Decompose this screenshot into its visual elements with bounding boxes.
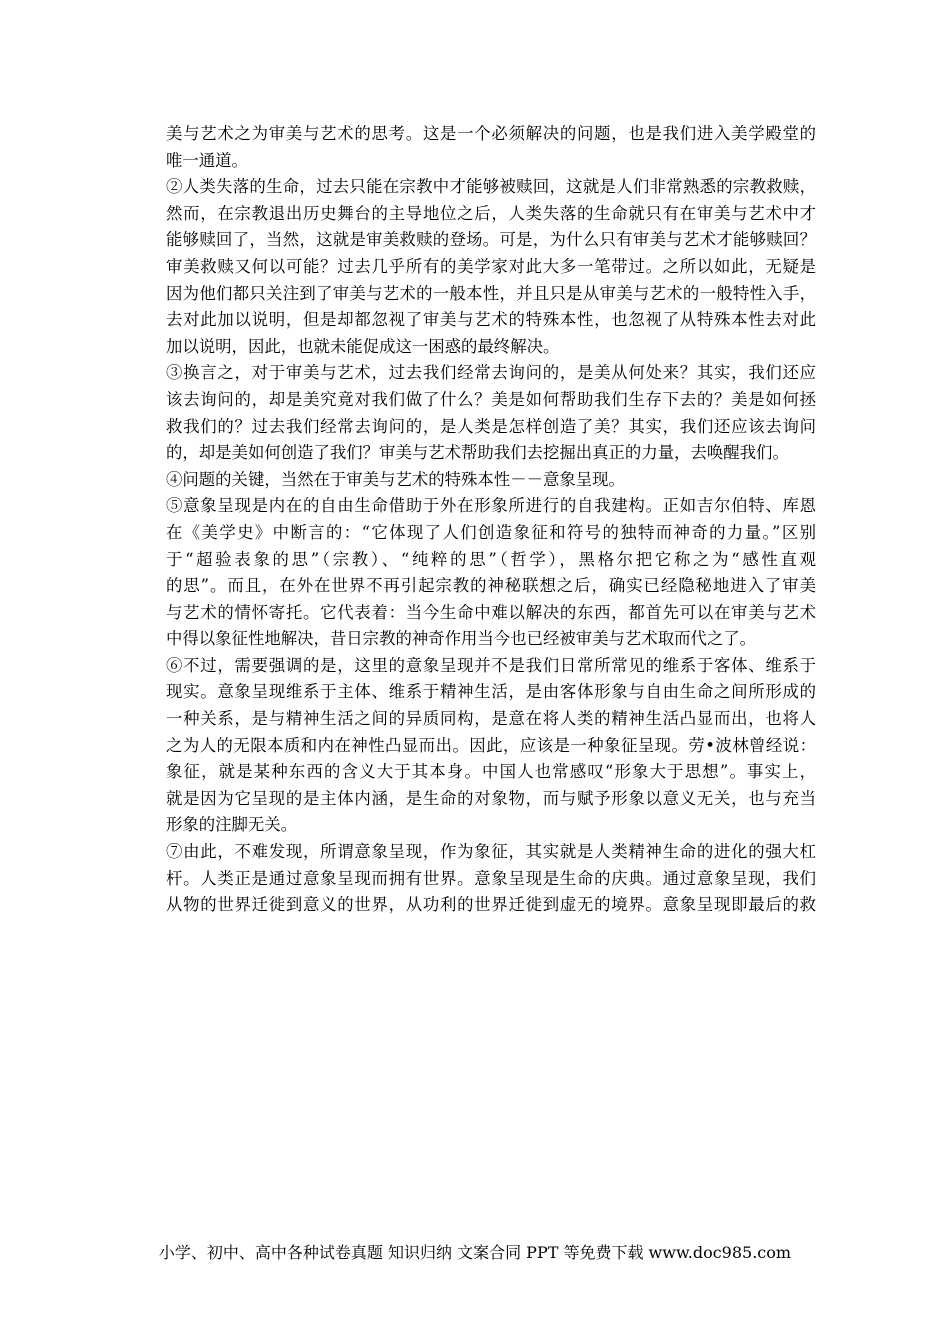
text-line: 形象的注脚无关。: [166, 815, 298, 835]
text-line: ③换言之，对于审美与艺术，过去我们经常去询问的，是美从何处来？其实，我们还应: [166, 363, 816, 383]
text-line: 之为人的无限本质和内在神性凸显而出。因此，应该是一种象征呈现。劳•波林曾经说：: [166, 735, 816, 755]
text-line: ⑦由此，不难发现，所谓意象呈现，作为象征，其实就是人类精神生命的进化的强大杠: [166, 842, 816, 862]
page-footer: 小学、初中、高中各种试卷真题 知识归纳 文案合同 PPT 等免费下载 www.doc985.com: [158, 1243, 792, 1262]
text-line: 审美救赎又何以可能？过去几乎所有的美学家对此大多一笔带过。之所以如此，无疑是: [166, 256, 816, 276]
text-line: 现实。意象呈现维系于主体、维系于精神生活，是由客体形象与自由生命之间所形成的: [166, 682, 816, 702]
para-2: [166, 174, 816, 360]
para-5: [166, 493, 816, 653]
text-line: 加以说明，因此，也就未能促成这一困惑的最终解决。: [166, 336, 560, 356]
text-line: ⑥不过，需要强调的是，这里的意象呈现并不是我们日常所常见的维系于客体、维系于: [166, 655, 816, 675]
text-line: 唯一通道。: [166, 150, 248, 170]
text-line: 杆。人类正是通过意象呈现而拥有世界。意象呈现是生命的庆典。通过意象呈现，我们: [166, 868, 816, 888]
text-line: 就是因为它呈现的是主体内涵，是生命的对象物，而与赋予形象以意义无关，也与充当: [166, 788, 816, 808]
para-3: [166, 360, 816, 466]
para-7: [166, 839, 816, 919]
text-line: 因为他们都只关注到了审美与艺术的一般本性，并且只是从审美与艺术的一般特性入手，: [166, 283, 816, 303]
para-4: [166, 467, 816, 494]
text-line: 然而，在宗教退出历史舞台的主导地位之后，人类失落的生命就只有在审美与艺术中才: [166, 203, 816, 223]
text-line: 象征，就是某种东西的含义大于其本身。中国人也常感叹“形象大于思想”。事实上，: [166, 762, 816, 782]
text-line: 能够赎回了，当然，这就是审美救赎的登场。可是，为什么只有审美与艺术才能够赎回？: [166, 230, 816, 250]
text-line: 的思”。而且，在外在世界不再引起宗教的神秘联想之后，确实已经隐秘地进入了审美: [166, 576, 816, 596]
text-line: 一种关系，是与精神生活之间的异质同构，是意在将人类的精神生活凸显而出，也将人: [166, 709, 816, 729]
text-line: 与艺术的情怀寄托。它代表着：当今生命中难以解决的东西，都首先可以在审美与艺术: [166, 602, 816, 622]
text-line: ②人类失落的生命，过去只能在宗教中才能够被赎回，这就是人们非常熟悉的宗教救赎，: [166, 177, 816, 197]
text-line: ④问题的关键，当然在于审美与艺术的特殊本性－－意象呈现。: [166, 469, 625, 489]
text-line: 救我们的？过去我们经常去询问的，是人类是怎样创造了美？其实，我们还应该去询问: [166, 416, 816, 436]
text-line: 从物的世界迁徙到意义的世界，从功利的世界迁徙到虚无的境界。意象呈现即最后的救: [166, 895, 816, 915]
text-line: 该去询问的，却是美究竟对我们做了什么？美是如何帮助我们生存下去的？美是如何拯: [166, 389, 816, 409]
text-line: 去对此加以说明，但是却都忽视了审美与艺术的特殊本性，也忽视了从特殊本性去对此: [166, 310, 816, 330]
article-body: [166, 121, 816, 919]
text-line: ⑤意象呈现是内在的自由生命借助于外在形象所进行的自我建构。正如吉尔伯特、库恩: [166, 496, 816, 516]
text-line: 在《美学史》中断言的：“它体现了人们创造象征和符号的独特而神奇的力量。”区别: [166, 522, 816, 542]
text-line: 于“超验表象的思”（宗教）、“纯粹的思”（哲学），黑格尔把它称之为“感性直观: [166, 549, 816, 569]
text-line: 美与艺术之为审美与艺术的思考。这是一个必须解决的问题，也是我们进入美学殿堂的: [166, 124, 816, 143]
text-line: 中得以象征性地解决，昔日宗教的神奇作用当今也已经被审美与艺术取而代之了。: [166, 629, 757, 649]
para-intro-continued: [166, 121, 816, 174]
text-line: 的，却是美如何创造了我们？审美与艺术帮助我们去挖掘出真正的力量，去唤醒我们。: [166, 443, 789, 463]
para-6: [166, 653, 816, 839]
